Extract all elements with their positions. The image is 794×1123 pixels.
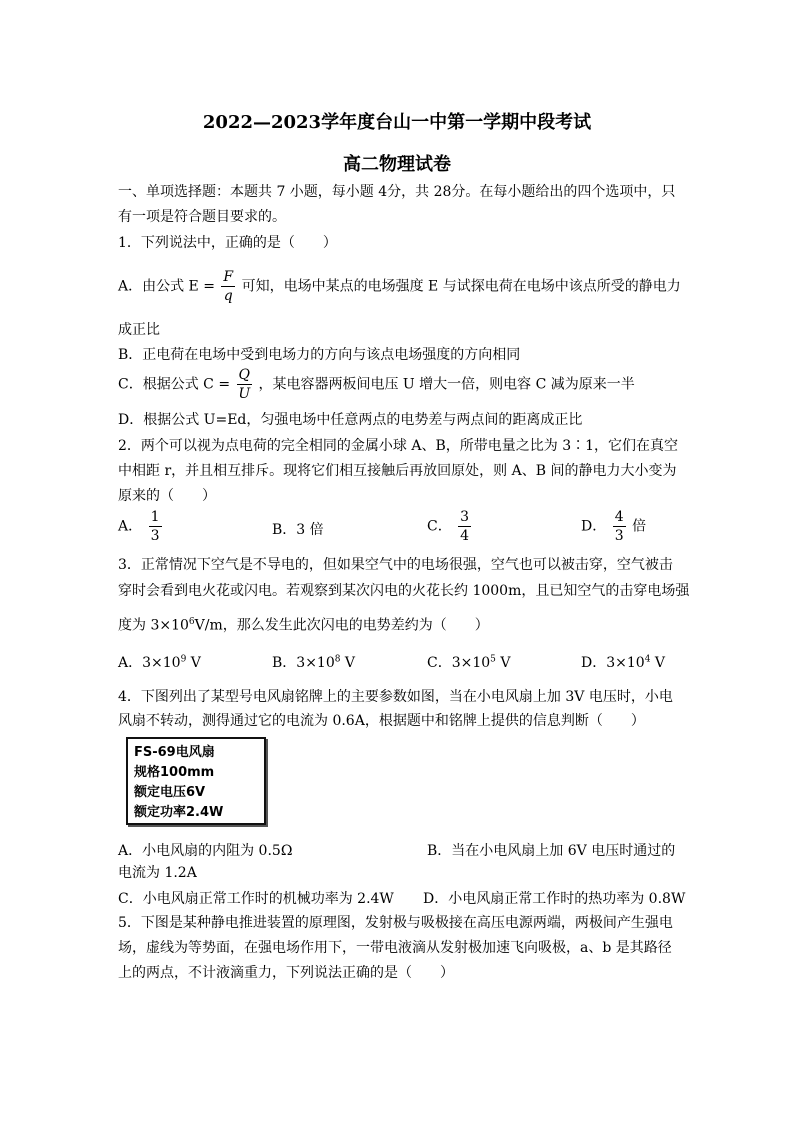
q3-option-b: [272, 652, 355, 672]
q2-option-d: [581, 508, 646, 545]
q2-a-numerator: 1: [150, 509, 160, 525]
q3-d-unit: V: [650, 655, 665, 671]
q3-option-d: [581, 652, 665, 672]
q2-d-denominator: 3: [614, 528, 624, 544]
q2-d-label: D．: [581, 518, 607, 535]
q1-c-denominator: U: [238, 386, 251, 402]
q4-option-d: D．小电风扇正常工作时的热功率为 0.8W: [423, 891, 686, 907]
q2-c-fraction: [458, 508, 471, 545]
q3-option-a: [118, 652, 201, 672]
q1-a-suffix: 可知，电场中某点的电场强度 E 与试探电荷在电场中该点所受的静电力: [241, 278, 681, 295]
q2-a-fraction: [149, 508, 162, 545]
q2-option-c: [427, 508, 473, 545]
q3-d-exponent: 4: [644, 654, 651, 665]
q1-c-numerator: Q: [238, 367, 250, 383]
nameplate-model: FS-69电风扇: [134, 745, 215, 760]
q2-line1: 2．两个可以视为点电荷的完全相同的金属小球 A、B，所带电量之比为 3∶1，它们在真空: [118, 438, 679, 454]
q5-line2: 场，虚线为等势面，在强电场作用下，一带电液滴从发射极加速飞向吸极，a、b 是其路径: [118, 940, 672, 956]
exam-subtitle: 高二物理试卷: [343, 154, 451, 175]
q4-line1: 4．下图列出了某型号电风扇铭牌上的主要参数如图，当在小电风扇上加 3V 电压时，小电: [118, 689, 673, 705]
q1-a-prefix: A．由公式 E =: [118, 278, 215, 295]
q3-b-base: B．3×10: [272, 655, 335, 671]
q3-line2: 穿时会看到电火花或闪电。若观察到某次闪电的火花长约 1000m，且已知空气的击穿电场强: [118, 583, 690, 599]
q1-option-d: D．根据公式 U=Ed，匀强电场中任意两点的电势差与两点间的距离成正比: [118, 412, 583, 428]
q5-line1: 5．下图是某种静电推进装置的原理图，发射极与吸极接在高压电源两端，两极间产生强电: [118, 915, 673, 931]
q3-c-exponent: 5: [490, 654, 496, 665]
q3-line3-exponent: 6: [188, 617, 195, 627]
q3-c-base: C．3×10: [427, 655, 491, 671]
exam-title: 2022—2023学年度台山一中第一学期中段考试: [202, 112, 592, 133]
q4-line2: 风扇不转动，测得通过它的电流为 0.6A，根据题中和铭牌上提供的信息判断（ ）: [118, 713, 645, 729]
q5-line3: 上的两点，不计液滴重力，下列说法正确的是（ ）: [118, 965, 454, 981]
q3-a-base: A．3×10: [118, 655, 181, 671]
q2-a-denominator: 3: [150, 528, 160, 544]
q1-option-a: [118, 268, 681, 305]
q1-a-numerator: F: [223, 269, 234, 285]
fan-nameplate-image: [126, 737, 266, 825]
q2-d-numerator: 4: [614, 509, 624, 525]
q1-option-a-cont: 成正比: [118, 322, 160, 338]
q1-stem: 1．下列说法中，正确的是（ ）: [118, 235, 337, 251]
q2-c-numerator: 3: [460, 509, 470, 525]
q1-option-b: B．正电荷在电场中受到电场力的方向与该点电场强度的方向相同: [118, 347, 521, 363]
q3-line1: 3．正常情况下空气是不导电的，但如果空气中的电场很强，空气也可以被击穿，空气被击: [118, 557, 673, 573]
q3-c-unit: V: [495, 655, 511, 671]
q2-line2: 中相距 r，并且相互排斥。现将它们相互接触后再放回原处，则 A、B 间的静电力大小变为: [118, 463, 677, 479]
q3-line3-prefix: 度为 3×10: [118, 617, 189, 634]
q3-b-unit: V: [340, 655, 356, 671]
q2-d-fraction: [613, 508, 626, 545]
nameplate-voltage: 额定电压6V: [134, 785, 206, 800]
q1-c-suffix: ，某电容器两板间电压 U 增大一倍，则电容 C 减为原来一半: [258, 376, 635, 393]
q2-option-a: [118, 508, 164, 545]
q2-c-label: C．: [427, 518, 452, 535]
q4-option-a: A．小电风扇的内阻为 0.5Ω: [118, 843, 293, 859]
section-instructions-line2: 有一项是符合题目要求的。: [118, 209, 286, 225]
q3-line3-suffix: V/m，那么发生此次闪电的电势差约为（ ）: [194, 617, 489, 634]
q3-line3: [118, 612, 489, 636]
section-instructions-line1: 一、单项选择题：本题共 7 小题，每小题 4分，共 28分。在每小题给出的四个选项中，只: [118, 184, 676, 200]
q1-c-prefix: C．根据公式 C =: [118, 376, 231, 393]
q1-option-c: [118, 366, 635, 403]
q3-d-base: D．3×10: [581, 655, 645, 671]
q4-option-b: B．当在小电风扇上加 6V 电压时通过的: [427, 843, 676, 859]
q2-c-denominator: 4: [460, 528, 470, 544]
q1-a-denominator: q: [223, 288, 233, 304]
q2-a-label: A．: [118, 518, 143, 535]
nameplate-power: 额定功率2.4W: [134, 805, 224, 820]
q4-option-c: C．小电风扇正常工作时的机械功率为 2.4W: [118, 891, 394, 907]
nameplate-spec: 规格100mm: [134, 765, 215, 780]
q2-option-b: B．3 倍: [272, 522, 324, 538]
q3-a-unit: V: [186, 655, 201, 671]
q3-option-c: [427, 652, 510, 672]
q3-b-exponent: 8: [334, 654, 341, 665]
q1-c-fraction: [237, 366, 252, 403]
q4-option-b-cont: 电流为 1.2A: [118, 865, 197, 881]
q2-d-suffix: 倍: [632, 518, 647, 535]
q3-a-exponent: 9: [180, 654, 187, 665]
q2-line3: 原来的（ ）: [118, 488, 216, 504]
q1-a-fraction: [221, 268, 235, 305]
